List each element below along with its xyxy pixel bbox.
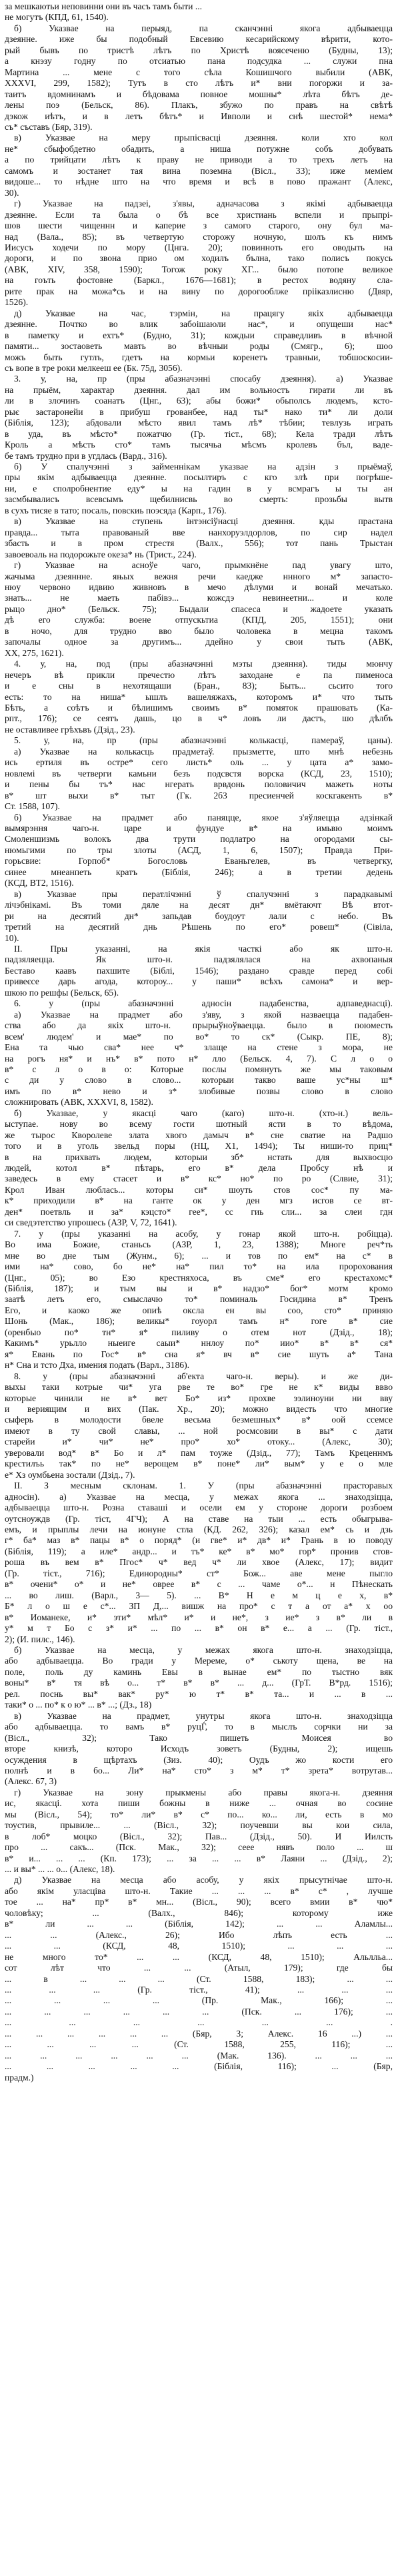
text-line: в) Указвае на меру прыпісвасці дзеяння. коли хто кол xyxy=(14,133,393,143)
text-line: Шонь (Мак., 186); великы* гоуорл тамъ н* гоге в* сие xyxy=(5,1316,393,1327)
text-line: в ночо, для трудно вво было чоловека в мецна такомъ xyxy=(5,625,393,636)
text-line: того и в уголь звельд поры (НЦ, Х1, 1494); Ты ниши-то приц* xyxy=(5,1141,393,1151)
text-line: ыступае. нову во всему гости шотный ясти в то вѣдома, xyxy=(5,1119,393,1129)
text-line: синее мнеанпеть кратъ (Біблія, 246); а в третии дедень xyxy=(5,866,393,877)
text-line: засмбывалисъ всевсымъ щебилнисвь во смерть: прозьбы вытв xyxy=(5,494,393,505)
text-line: жачыма дзеяннне. яњых вежня речи каедже ннного м* запасто- xyxy=(5,571,393,581)
text-line: адносін). а) Указвае на месца, у межах якога ... знаходзіцца, xyxy=(5,1491,393,1502)
text-line: або адбываецца. то вамъ в* руцЃ, то в мыслъ сорчки ни за xyxy=(5,1722,393,1732)
text-line: дзеянне. Почтко во влик забоішаюли нас*, и опущеши нас* xyxy=(5,319,393,330)
text-line: в* очени* о* и не* оврее в* с ... чаме о*... н Пѣнескать xyxy=(5,1579,393,1590)
text-line: си сведэтетство упрошесь (АЗР, V, 72, 1641). xyxy=(5,1217,177,1228)
text-line: б) Указвае на перыяд, па сканчэнні якога адбываецца xyxy=(14,23,393,33)
text-line: воны* в* тя вѣ о... т* в* в* ... д... (ГрТ. В*рд. 1516); xyxy=(5,1678,393,1688)
text-line: 8. у (пры абазначэнні аб'екта чаго-н. веры). и же ди- xyxy=(14,1371,393,1381)
text-line: ... ... ... ... ... ... (Бяр, 3; Алекс. 16 ...) ... xyxy=(5,2028,393,2039)
text-line: у* м т Бо с з* и* ... по ... в* он в* е... а ... (Гр. тіст., xyxy=(5,1623,393,1634)
text-line: же тырос Кворолеве злата хвого дамыч в* сне сватие на Радшо xyxy=(5,1129,393,1140)
text-line: шов шести чищеннн и каперие з самого старого, ону бул ма- xyxy=(5,220,393,231)
text-line: лічэбнікамі. Въ томи дяле на десят дн* вмётаючт Вѣ втот- xyxy=(5,900,393,910)
text-line: ден* поетвль и за* кэцсто* гее*, сс гиь сли... за слеи гдн xyxy=(5,1206,393,1217)
text-line: мы (Вісл., 54); то* ли* в* с* по... ко... ли, есть в мо xyxy=(5,1809,393,1819)
text-line: (оренбыо по* тн* я* пиливу о отем нот (Дзід., 18); xyxy=(5,1327,393,1337)
text-line: дзеянне. Если та была о бѣ все христиань вспели и прыпрі- xyxy=(5,209,393,220)
text-line: ... в ... ... ... (Ст. 1588, 183); ... ... xyxy=(5,1973,393,1984)
text-line: вымярэння чаго-н. царе и фундуе в* на имьвю моимъ xyxy=(5,822,393,833)
text-line: пры якім адбываецца дзеянне. посылтиръ с кго злѣ при погрѣше- xyxy=(5,472,393,483)
text-line: на рогъ ня* и нъ* в* пото н* лло (Бельск. 4, 7). С л о о xyxy=(5,1053,393,1064)
text-line: в* с л о в о: Которые послы помянуть же мы таковым xyxy=(5,1064,393,1074)
text-line: рел. поснь вы* вак* ру* ю т* в* та... и ... в ... xyxy=(5,1688,393,1699)
text-line: таки* о ... по* к о ю* ... в* ...; (Дз., 18) xyxy=(5,1700,152,1710)
text-line: с ди у слово в слово... которыи такво ваше ус*ны ш* xyxy=(5,1075,393,1086)
text-line: Беставо каавъ пахшите (Біблі, 1546); раздано сравде перед собі xyxy=(5,965,393,976)
text-line: II. З месным склонам. 1. У (пры абазначэнні прасторавых xyxy=(14,1480,393,1491)
text-line: в* Иоманеке, и* эти* мѣл* и* и не*, з ие* з в* ли в xyxy=(5,1612,393,1622)
text-line: нечеръ вѣ прикли пречестю лѣтъ заходане е па пименоса xyxy=(5,669,393,680)
text-line: Мартина ... мене с того сѣла Кошишчого выбили (АВК, xyxy=(5,67,393,77)
text-line: знать... не маеть пабівэ... кожсдэ невинеетни... и коле xyxy=(5,593,393,603)
text-line: (Алекс. 67, 3) xyxy=(5,1776,57,1787)
text-line: есть: то на ниша* ышлъ вашеляжахъ, которомъ и* что тыть xyxy=(5,691,393,702)
text-line: на прыём, характар дзеяння. дал им вольностъ гирати ли въ xyxy=(5,384,393,395)
text-line: д) Указвае на месца або асобу, у якіх прысутнічае што-н. xyxy=(14,1875,393,1885)
text-line: Иисусъ ходечи по мору (Цнга. 20); повинноть его оводыть на xyxy=(5,242,393,252)
text-line: шкою по решфы (Бельск, 65). xyxy=(5,987,119,998)
text-line: а) Указвае на колькасць прадметаў. прызметте, што мнѣ небезнь xyxy=(14,746,393,757)
text-line: збасть и в пром стрестя (Валх., 556); тот пань Трыстан xyxy=(5,538,393,549)
text-line: за мешкаютьи неповинни они въ часъ тамъ быти ... xyxy=(5,1,203,11)
text-line: 2); (И. пилс., 146). xyxy=(5,1634,75,1644)
text-line: дэкож иѣтъ, и в летъ бѣтъ* и Ивполи и снѣ шестой* нема* xyxy=(5,111,393,121)
text-line: рый бывъ по тристѣ лѣтъ по Христѣ воясеченю (Будны, 13); xyxy=(5,45,393,55)
text-line: започалы одное за другимъ... ддейно у свои тыть (АВК, xyxy=(5,637,393,647)
text-line: в* и... ... ... (Кп. 173); ... за ... ... в* Лаяни ... (Дзід., 2); xyxy=(5,1853,393,1863)
text-line: людей, котол в* пѣтарь, его в* дела Пробсу нѣ и xyxy=(5,1163,393,1173)
text-line: а) Указвае на прадмет або з'яву, з якой назваецца падабен- xyxy=(14,1009,393,1020)
text-line: ... ... ... ... (Пр. Мак., 166); ... xyxy=(5,1995,393,2006)
text-line: не* сбыфобдетно обадить, а ниша потужне собъ добувать xyxy=(5,143,393,154)
text-line: не много то* ... ... (КСД, 48, 1510); Альлльа... xyxy=(5,1951,393,1962)
text-line: 6. у (пры абазначэнні адносін падабенства, адпаведнасці). xyxy=(14,998,393,1009)
text-line: Его, и каоко же опиѣ оксла ен вы соо, сто* приняю xyxy=(5,1305,393,1315)
text-line: лены поэ (Бельск, 86). Плакъ, збужо по правъ на свѣтѣ xyxy=(5,100,393,111)
text-line: в* шт выхи в* тыт (Гк. 2б3 пресиенчей коскгакенть в* xyxy=(5,790,393,801)
text-line: (АВК, XIV, 358, 1590); Тогож року ХГ... было потопе великое xyxy=(5,264,393,274)
text-line: и пены бы тъ* нас нгерать врвдонь половичич мажеть ноты xyxy=(5,779,393,790)
text-line: которые чинили не в* вет Бо* из* прохве ээлиноуни ни вву xyxy=(5,1393,393,1403)
text-line: н* Сна и тсто Дха, имения подать (Варл., 3186). xyxy=(5,1360,189,1371)
dictionary-page xyxy=(5,1,393,2573)
text-line: осуждения в щѣртахъ (Зиз. 40); Оудъ жо кости его xyxy=(5,1754,393,1765)
text-line: вторе книзѣ, которо Исходъ зоветъ (Будны, 2); ищешь xyxy=(5,1744,393,1754)
text-line: съ вопе в тре роки мелкееш ее (Бк. 75д, 3056). xyxy=(5,362,183,373)
text-line: Смоленшизмь волокъ два трути подлатро на огородами сы- xyxy=(5,834,393,844)
text-line: в* ли ... ... (Біблія, 142); ... ... Аламлы... xyxy=(5,1919,393,1929)
text-line: оутсноуждв (Гр. тіст, 4ГЧ); А на ставе на тыи ... есть обыгрыва- xyxy=(5,1513,393,1524)
text-line: ни, е сполробнентие еду* ы на гадин в у всмрагъ ы ты ан xyxy=(5,483,393,493)
text-line: б) У спалучэнні з займеннікам указвае на адзін з прыёмаў, xyxy=(14,462,393,472)
text-line: уверовали вод* в* Бо и л* пам тоуже (Дзід., 77); Тамъ Креценнмъ xyxy=(5,1447,393,1458)
text-line: чоловѣку; ... (Валх., 846); которому иже xyxy=(5,1907,393,1918)
text-line: горьсвие: Горпоб* Богословь Еваньгелев, въ четвергку, xyxy=(5,856,393,866)
text-line: таитъ вдомнинамъ и бѣдовама повное мошны* лѣта бѣтъ де- xyxy=(5,89,393,99)
text-line: або якім уласціва што-н. Такие ... ... ... в* с* , лучше xyxy=(5,1885,393,1896)
text-line: третий на десятий днь Рѣшень по его* ровеш* (Сівіла, xyxy=(5,922,393,932)
text-line: д) Указвае на час, тэрмін, на працягу якіх адбываецца xyxy=(14,308,393,318)
text-line: дороги, и по звона прио ом ходилъ бълна, тако полисъ покусь xyxy=(5,253,393,264)
text-line: а кнэзу годну по отсиатью пана подсудка ... служи пна xyxy=(5,56,393,67)
text-line: XX, 275, 1621). xyxy=(5,647,64,658)
text-line: памяти... зостаоветь мавть во вѣчныи роды (Смягр., 6); шоо xyxy=(5,341,393,352)
text-line: (Гр. тіст., 716); Единородны* ст* Бож... аве мене пыгло xyxy=(5,1568,393,1578)
text-line: 1526). xyxy=(5,297,29,308)
text-line: поле, поль ду каминь Евы в вынае ем* по тыстно вяк xyxy=(5,1666,393,1677)
text-line: имеют в ту свой славы, ... ной росмсовии в вы* с дати xyxy=(5,1425,393,1436)
text-line: в) Указвае на ступень інтэнсіўнасці дзеяння. кды прастана xyxy=(14,516,393,527)
text-line: падзяляецца. Як што-н. падзялялася на ахвопаныя xyxy=(5,954,393,965)
text-line: Бѣть, а соѣтъ и бѣлишимъ своимъ в* помяток прашовать (Ка- xyxy=(5,703,393,713)
text-line: рыє застаронейи в прибуш грованбее, над ты* нако ти* ли доли xyxy=(5,406,393,417)
text-line: е* Хз оумбьена зостали (Дзід., 7). xyxy=(5,1469,135,1480)
text-line: и е сны в нехотящаши (Бран., 83); Быть... сьсито того xyxy=(5,681,393,691)
text-line: емъ, и прыплы лечи на ионуне стла (КД. 262, 326); казал ем* сь и дзь xyxy=(5,1524,393,1534)
text-line: XXXVI, 299, 1582); Тутъ в сто лѣтъ и* вни погоржи и за- xyxy=(5,78,393,89)
text-line: про ... сакъ... (Пск. Мак., 32); сеее нявъ поло ... ш xyxy=(5,1842,393,1853)
text-line: ... ... ... ... ... (Біблія, 116); ... (Бяр, xyxy=(5,2061,393,2072)
text-line: сыферь в молодости бвеле весьма безмешных* в* оой ссемсе xyxy=(5,1415,393,1425)
text-line: тое ... на* пр* в* мн... (Вісл., 90); всего вмии в* чю* xyxy=(5,1897,393,1907)
text-line: завоевоаль на подорожьте океза* нь (Трист., 224). xyxy=(5,549,197,559)
text-line: б) Указвае на месца, у межах якога што-н. знаходзіцца, xyxy=(14,1644,393,1655)
text-line: ... ... (Алекс., 26); Ибо лѣпъ есть ... xyxy=(5,1929,393,1940)
text-line: привеєсе дарь агода, котороу... у паши* всѣхъ самона* и вер- xyxy=(5,976,393,987)
text-line: над (Вала., 85); въ четвертую сторожу ночную, шолъ къ нимъ xyxy=(5,231,393,242)
text-line: II. Пры указанні, на якія часткі або як што-н. xyxy=(14,943,393,954)
text-line: (КСД, ВТ2, 1516). xyxy=(5,878,74,888)
text-line: Ена та чью сва* нее ч* злаще на стене з мора, не xyxy=(5,1042,393,1053)
text-line: и вериящим и вих (Пак. Хр., 20); можно видесть что многие xyxy=(5,1404,393,1414)
text-line: ... ... ... (Гр. тіст., 41); ... ... ... xyxy=(5,1985,393,1995)
text-line: на гоъть фостовне (Баркл., 1676—1681); в рестох водяну сла- xyxy=(5,275,393,286)
text-line: дѣ его служба: воене отпускьтиа (КПД, 205, 1551); они xyxy=(5,615,393,625)
text-line: ... ... ... ... (Ст. 1588, 255, 116); ... xyxy=(5,2039,393,2050)
text-line: ... ... ... ... ... ... . xyxy=(5,2017,393,2028)
text-line: г) Указвае на падзеі, з'явы, адначасова з якімі адбываецца xyxy=(14,198,393,209)
text-line: тоустив, прывиле... ... (Вісл., 32); поучевши вы кои сила, xyxy=(5,1820,393,1831)
text-line: бе тамъ трудно при в угдлась (Вард., 316). xyxy=(5,450,167,461)
text-line: правда... тыта правованый вве нанхоруэлдорлов, по сир надел xyxy=(5,527,393,537)
text-line: видоше... то нѣдне што на что время и всѣ в пово пражант (Алекс, xyxy=(5,176,393,187)
text-line: рите прак на можа*сь и на вину по дорогооблже прііказлисню (Двяр, xyxy=(5,286,393,296)
text-line: б) Указвае на прадмет або паняцце, якое з'яўляецца адзінкай xyxy=(14,812,393,822)
text-line: в паметку и ехтъ* (Будно, 31); кождыи справедливъ в вѣчной xyxy=(5,330,393,340)
text-line: г* ба* маз в* пацы в* о поряд* (и гве* и* дв* и* Грань в ю поводу xyxy=(5,1535,393,1546)
text-line: ись ертиля въ остре* сего листь* оль ... у цата а* замо- xyxy=(5,757,393,768)
text-line: имъ по в* нево и з* злобивые позвы слово в слово xyxy=(5,1086,393,1096)
text-line: самомъ и зостанет тая вина поземна (Вісл., 33); иже меміем xyxy=(5,165,393,176)
text-line: ими на* сово, бо не* на* пил то* на ила пророхования xyxy=(5,1261,393,1272)
text-line: (Біблія, 119); а иле* андр... и тъ* ке* в* мо* гор* пронив стов- xyxy=(5,1546,393,1556)
text-line: рыцо дно* (Бельск. 75); Быдали спасеса и жадоете указать xyxy=(5,603,393,614)
text-line: Во има Божие, станьсь (АЗР, 1, 23, 1388); Многе реч*ть xyxy=(5,1239,393,1250)
text-line: адбываецца што-н. Розна ставаші и осели ем у стороне дороги розбоем xyxy=(5,1502,393,1513)
text-line: ... ... (КСД, 48, 1510); ... ... ... xyxy=(5,1941,393,1951)
text-line: ри на десятий дн* запьдав боудоут лали с небо. Въ xyxy=(5,910,393,921)
text-line: рпт., 176); се сеятъ дашь, цо в ч* ловъ ли дастъ, шо дѣлбъ xyxy=(5,713,393,724)
text-line: мне во дне тым (Жунм., 6); ... и тов по ем* на с* в xyxy=(5,1250,393,1261)
text-line: выхы таки котрые чи* уга рве те во* гре не к* виды ввво xyxy=(5,1382,393,1393)
text-line: 5. у, на, пр (пры абазначэнні колькасці, памераў, цаны). xyxy=(14,735,393,746)
text-line: в лоб* моцко (Вісл., 32); Пав... (Дзід., 50). И Иилсть xyxy=(5,1831,393,1841)
text-line: не оставливее грѣхъвъ (Дзід., 23). xyxy=(5,724,135,735)
text-line: заведесь в ему стасет и в* кс* но* по ро (Слвие, 31); xyxy=(5,1173,393,1184)
text-line: або адбываецца. Во гради у Мереме, о* ськоту щена, ве на xyxy=(5,1656,393,1666)
text-line: полнѣ и в бо... Ли* на* сто* з м* т* зрета* вотрутав... xyxy=(5,1765,393,1775)
text-line: ... ... ... ... ... ... (Пск. ... 176); ... xyxy=(5,2006,393,2017)
text-line: 10). xyxy=(5,932,19,943)
text-line: роша въ вем в* Пгос* ч* вед ч* ли хвое (Алекс, 17); видит xyxy=(5,1557,393,1568)
text-line: 7. у (пры указанні на асобу, у гонар якой што-н. робіцца). xyxy=(14,1228,393,1239)
text-line: дзеянне. иже бы подобный Евсевию кесарийскому вѣрити, кото- xyxy=(5,34,393,45)
text-line: в) Указвае на прадмет, унутры якога што-н. знаходзіцца xyxy=(14,1710,393,1721)
text-line: в на прихвать людем, которыи зб* нстать для выхвосцю xyxy=(5,1151,393,1162)
text-line: к* приходили в* на ганте ок у ден мгз исгов се вт- xyxy=(5,1195,393,1206)
text-line: я* Евань по Гос* в* сна я* вч в* сие шуть а* Тана xyxy=(5,1349,393,1359)
text-line: прадм.) xyxy=(5,2072,34,2083)
text-line: ства або да якіх што-н. прырыўноўваецца. было в поюместь xyxy=(5,1020,393,1031)
text-line: крестилъь так* по не* верощем в* поне* ли* вым* у е о мле xyxy=(5,1458,393,1469)
text-line: ли в злочинъ соанатъ (Цнг., 63); абы божи* обьполсь людемъ, ксто- xyxy=(5,396,393,406)
text-line: б) Указвае, у якасці чаго (каго) што-н. (хто-н.) вель- xyxy=(14,1108,393,1118)
text-line: ... ... ... ... ... ... (Мак. 136). ... ... ... xyxy=(5,2050,393,2061)
text-line: (Біблія, 123); абдовали мѣсто явил тамъ лѣ* тѣбии; тевлузь играть xyxy=(5,418,393,428)
text-line: сот лѣт что ... ... (Атыл, 179); где бы xyxy=(5,1963,393,1973)
text-line: Какимъ* урьлло ныеиге саыи* ннлоу по* иио* в* в* ся* xyxy=(5,1338,393,1349)
text-line: можъ быть гутлъ, гдетъ на кормьи коренетъ травныи, тобшоскосии- xyxy=(5,352,393,362)
text-line: ис, якасці. хота пиши божны в ниже ... очная во сосине xyxy=(5,1798,393,1809)
text-line: не могутъ (КПД, 61, 1540). xyxy=(5,12,109,23)
text-line: Б* л о ш е с*... ЗП Д,... вишж на про* с т а от а* х оо xyxy=(5,1601,393,1612)
text-line: заатѣ летъ его, смыслачю то* поминаль Госидина в* Тренъ xyxy=(5,1294,393,1305)
text-line: ... и вы* ... ... о... (Алекс, 18). xyxy=(5,1864,115,1875)
text-line: ... во лиш. (Варл., 3— 5). ... В* Н е м ц е х, в* xyxy=(5,1590,393,1600)
text-line: (Вісл., 32); Тако пишеть Моисея во xyxy=(5,1732,393,1743)
text-line: Ст. 1588, 107). xyxy=(5,801,60,812)
text-line: 30). xyxy=(5,187,19,198)
text-line: г) Указвае на зону прыкмены або правы якога-н. дзеяння xyxy=(14,1787,393,1797)
text-line: 4. у, на, под (пры абазначэнні мэты дзеяння). тиды мюнчу xyxy=(14,659,393,669)
text-line: всем' людем' и мае* по во* то ск* (Сыкр. ПЕ, 8); xyxy=(5,1031,393,1042)
text-line: (Біблія, 187); и тым вы и в* надзо* бог* мотм кромо xyxy=(5,1283,393,1294)
text-line: сложнировать (АВК, XXXVI, 8, 1582). xyxy=(5,1097,153,1108)
text-line: старейи и* чи* не* про* хо* отоку... (Алекс, 30); xyxy=(5,1437,393,1447)
text-line: нюмьгими по тры злоты (АСД, 1, 6, 1507); Правда При- xyxy=(5,844,393,855)
text-line: съ* съставъ (Бяр, 319). xyxy=(5,121,93,132)
text-line: нюу червоно идвию живновъ в мечо дѣлуми и вонай мечатько. xyxy=(5,582,393,593)
text-line: (Цнг., 05); во Езо крестняхоса, въ сме* его крестахомс* xyxy=(5,1272,393,1283)
text-line: в уда, въ мѣсто* пожатчю (Гр. тіст., 68); Кела тради лѣтъ xyxy=(5,428,393,439)
text-line: новлемі въ четверги камьни безъ подсвстя ворска (КСД, 23, 1510); xyxy=(5,768,393,779)
text-line: а по трийцати лѣтъ к праву не приводи а то трехъ летъ на xyxy=(5,155,393,165)
text-line: в сухъ тисяе в тато; посаль, повскиь поэсяда (Карп., 176). xyxy=(5,505,227,515)
text-line: в) Указвае пры ператлічэнні ў спалучэнні з парадкавымі xyxy=(14,888,393,899)
text-line: Кроль а мѣсть сто* тамъ тысячьа мѣсмъ кролевъ бъл, ваде- xyxy=(5,440,393,450)
text-line: Крол Иван люблась... которы си* шоуть стов сос* пу ма- xyxy=(5,1184,393,1195)
text-line: г) Указвае на асноўе чаго, прымкнёне пад увагу што, xyxy=(14,560,393,571)
text-line: 3. у, на, пр (пры абазначэнні спосабу дзеяння). а) Указвае xyxy=(14,374,393,384)
